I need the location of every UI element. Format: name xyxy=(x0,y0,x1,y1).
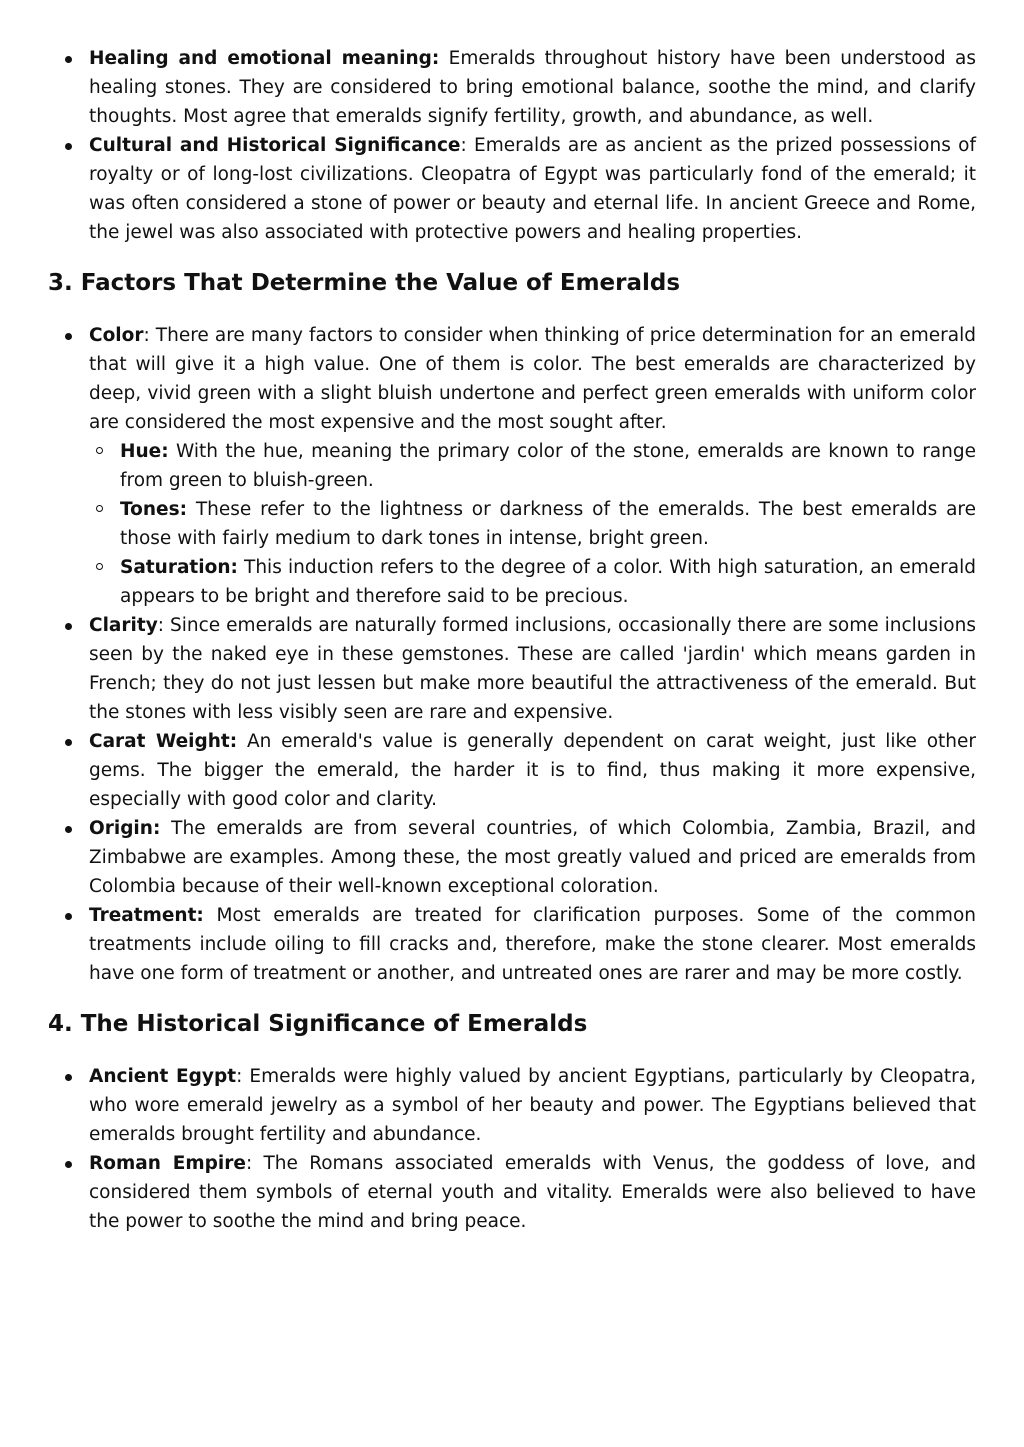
item-text: : The Romans associated emeralds with Venus, the goddess of love, and considered them symbols of eternal youth and vitality. Emeralds were also believed to have the power to soothe the mind and bring peace. xyxy=(89,1153,976,1232)
list-item-clarity xyxy=(48,611,976,727)
item-term: Cultural and Historical Significance xyxy=(89,135,461,156)
item-term: Carat Weight: xyxy=(89,731,238,752)
sublist-item-tones xyxy=(89,495,976,553)
item-term: Hue: xyxy=(120,441,169,462)
section-heading-factors: 3. Factors That Determine the Value of Emeralds xyxy=(48,270,681,296)
item-text: Most emeralds are treated for clarification purposes. Some of the common treatments include oiling to fill cracks and, therefore, make the stone clearer. Most emeralds have one form of treatment or another, and untreated ones are rarer and may be more costly. xyxy=(89,905,976,984)
item-term: Saturation: xyxy=(120,557,238,578)
list-item-origin xyxy=(48,814,976,901)
item-term: Ancient Egypt xyxy=(89,1066,237,1087)
item-text: An emerald's value is generally dependent on carat weight, just like other gems. The bigger the emerald, the harder it is to find, thus making it more expensive, especially with good color and clarity. xyxy=(89,731,976,810)
history-list xyxy=(48,1062,976,1236)
item-term: Color xyxy=(89,325,144,346)
sublist-item-hue xyxy=(89,437,976,495)
sublist-item-saturation xyxy=(89,553,976,611)
item-text: : Emeralds were highly valued by ancient Egyptians, particularly by Cleopatra, who wore emerald jewelry as a symbol of her beauty and power. The Egyptians believed that emeralds brought fertility and abundance. xyxy=(89,1066,976,1145)
list-item-roman-empire xyxy=(48,1149,976,1236)
item-text: : Since emeralds are naturally formed inclusions, occasionally there are some inclusions seen by the naked eye in these gemstones. These are called 'jardin' which means garden in French; they do not just lessen but make more beautiful the attractiveness of the emerald. But the stones with less visibly seen are rare and expensive. xyxy=(89,615,976,723)
item-term: Clarity xyxy=(89,615,158,636)
item-term: Tones: xyxy=(120,499,187,520)
item-term: Treatment: xyxy=(89,905,204,926)
item-term: Healing and emotional meaning: xyxy=(89,48,440,69)
item-text: With the hue, meaning the primary color of the stone, emeralds are known to range from green to bluish-green. xyxy=(120,441,976,491)
item-text: The emeralds are from several countries, of which Colombia, Zambia, Brazil, and Zimbabwe are examples. Among these, the most greatly valued and priced are emeralds from Colombia because of their well-known exceptional coloration. xyxy=(89,818,976,897)
item-term: Roman Empire xyxy=(89,1153,246,1174)
item-term: Origin: xyxy=(89,818,161,839)
list-item-cultural xyxy=(48,131,976,247)
intro-list xyxy=(48,44,976,247)
item-text: These refer to the lightness or darkness of the emeralds. The best emeralds are those with fairly medium to dark tones in intense, bright green. xyxy=(120,499,976,549)
list-item-color xyxy=(48,321,976,611)
item-text: : There are many factors to consider when thinking of price determination for an emerald that will give it a high value. One of them is color. The best emeralds are characterized by deep, vivid green with a slight bluish undertone and perfect green emeralds with uniform color are considered the most expensive and the most sought after. xyxy=(89,325,976,433)
item-text: : Emeralds are as ancient as the prized possessions of royalty or of long-lost civilizations. Cleopatra of Egypt was particularly fond of the emerald; it was often considered a stone of power or beauty and eternal life. In ancient Greece and Rome, the jewel was also associated with protective powers and healing properties. xyxy=(89,135,977,243)
color-sublist xyxy=(89,437,976,611)
item-text: Emeralds throughout history have been understood as healing stones. They are considered to bring emotional balance, soothe the mind, and clarify thoughts. Most agree that emeralds signify fertility, growth, and abundance, as well. xyxy=(89,48,977,127)
section-heading-history: 4. The Historical Significance of Emeralds xyxy=(48,1011,588,1037)
list-item-treatment xyxy=(48,901,976,988)
list-item-carat-weight xyxy=(48,727,976,814)
list-item-ancient-egypt xyxy=(48,1062,976,1149)
list-item-healing xyxy=(48,44,976,131)
factors-list xyxy=(48,321,976,988)
document-page xyxy=(48,44,976,1236)
item-text: This induction refers to the degree of a color. With high saturation, an emerald appears to be bright and therefore said to be precious. xyxy=(120,557,976,607)
